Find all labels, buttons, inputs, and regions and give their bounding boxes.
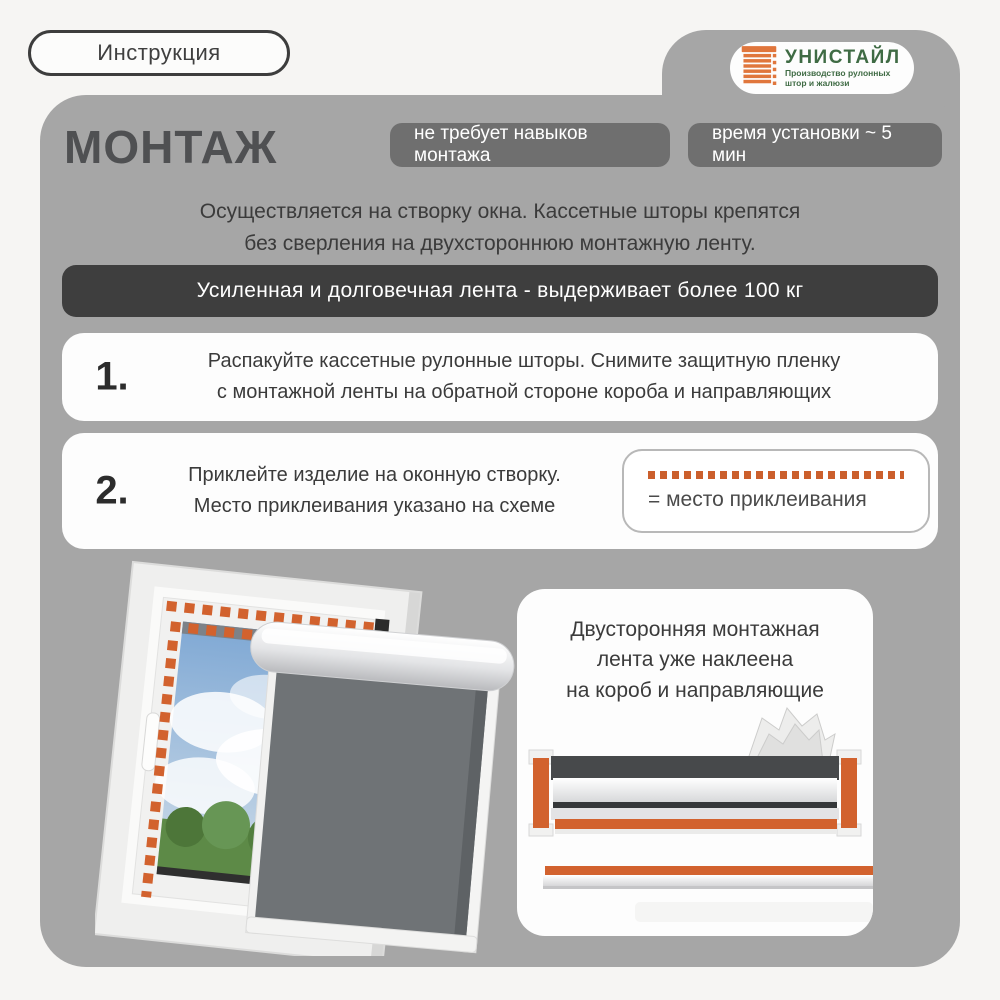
step-2-text bbox=[147, 460, 602, 522]
badge-no-skills: не требует навыков монтажа bbox=[390, 123, 670, 167]
note-text bbox=[517, 615, 873, 706]
highlight-text: Усиленная и долговечная лента - выдерживает более 100 кг bbox=[196, 279, 804, 302]
cassette-with-tape bbox=[529, 750, 861, 836]
step-1-number: 1. bbox=[95, 354, 129, 399]
instruction-label: Инструкция bbox=[97, 40, 221, 65]
note-line1: Двусторонняя монтажная bbox=[570, 618, 820, 641]
step-1-text bbox=[140, 346, 908, 408]
cassette-back-view-illustration bbox=[517, 700, 873, 932]
roller-blind bbox=[226, 608, 517, 954]
step-1-line2: с монтажной ленты на обратной стороне короба и направляющих bbox=[216, 381, 832, 403]
blinds-icon bbox=[740, 46, 778, 91]
highlight-bar bbox=[62, 265, 938, 317]
instruction-pill bbox=[28, 30, 290, 76]
protective-film-crumpled bbox=[747, 708, 835, 762]
brand-tagline-line2: штор и жалюзи bbox=[785, 77, 850, 88]
step-card-2 bbox=[62, 433, 938, 549]
guide-rail-with-tape bbox=[543, 866, 873, 889]
tape-legend bbox=[622, 449, 930, 533]
tape-dashed-line bbox=[648, 471, 904, 479]
tape-legend-label: = место приклеивания bbox=[648, 487, 867, 511]
step-2-line1: Приклейте изделие на оконную створку. bbox=[188, 464, 561, 486]
film-strip bbox=[635, 902, 873, 922]
window-with-blind-photo bbox=[95, 556, 525, 956]
note-line2: лента уже наклеена bbox=[596, 648, 794, 672]
badge-install-time: время установки ~ 5 мин bbox=[688, 123, 942, 167]
step-2-line2: Место приклеивания указано на схеме bbox=[193, 495, 556, 517]
intro-paragraph bbox=[40, 196, 960, 259]
step-2-number: 2. bbox=[95, 468, 129, 513]
brand-logo bbox=[730, 42, 914, 94]
brand-tagline-line1: Производство рулонных bbox=[785, 67, 891, 78]
page-title: МОНТАЖ bbox=[64, 121, 278, 173]
step-card-1 bbox=[62, 333, 938, 421]
note-line3: на короб и направляющие bbox=[566, 678, 824, 702]
intro-line1: Осуществляется на створку окна. Кассетные шторы крепятся bbox=[199, 200, 801, 223]
intro-line2: без сверления на двухстороннюю монтажную ленту. bbox=[244, 231, 756, 255]
brand-name: УНИСТАЙЛ bbox=[785, 46, 901, 68]
step-1-line1: Распакуйте кассетные рулонные шторы. Снимите защитную пленку bbox=[207, 350, 841, 372]
note-card bbox=[517, 589, 873, 936]
